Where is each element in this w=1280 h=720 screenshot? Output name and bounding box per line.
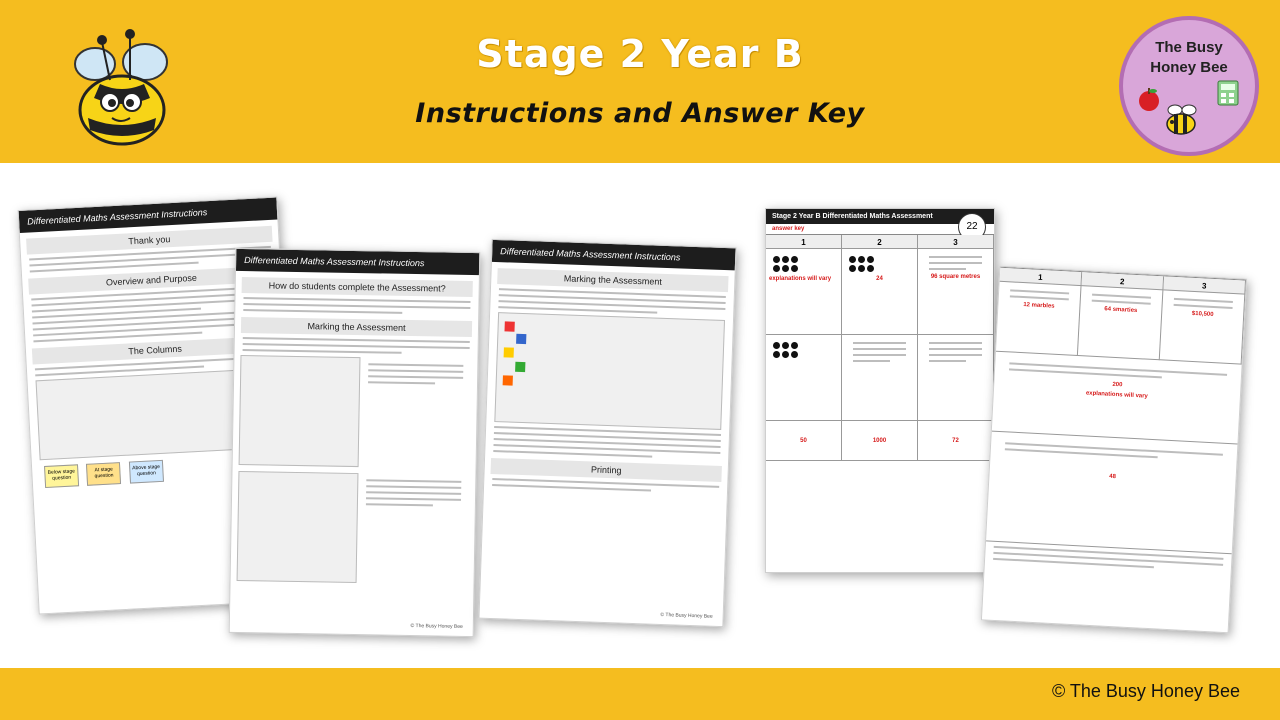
answer-text: 24 — [876, 276, 883, 282]
question-cell — [842, 335, 918, 421]
small-bee-icon — [1161, 102, 1201, 136]
instruction-page-2 — [229, 248, 481, 637]
answer-text: 12 marbles — [1023, 302, 1055, 310]
section-heading: Marking the Assessment — [497, 268, 728, 292]
column-header: 2 — [1082, 272, 1165, 290]
question-cell — [842, 249, 918, 335]
answer-text: explanations will vary — [1085, 390, 1148, 400]
question-cell — [842, 421, 918, 461]
section-heading: How do students complete the Assessment? — [242, 277, 473, 297]
answer-text: 72 — [952, 438, 959, 444]
example-table-image — [239, 355, 361, 467]
page-title: Stage 2 Year B — [476, 32, 804, 76]
column-header: 1 — [766, 235, 842, 249]
question-cell — [1078, 286, 1164, 360]
answer-text: 48 — [1109, 473, 1117, 481]
sticky-note: At stage question — [86, 462, 121, 486]
instruction-page-3 — [478, 239, 736, 627]
column-header: 2 — [842, 235, 918, 249]
answer-text: 200 — [1112, 381, 1123, 389]
answer-key-page-1 — [765, 208, 995, 573]
question-block — [992, 352, 1242, 445]
page-header: Differentiated Maths Assessment Instructions — [492, 240, 736, 270]
top-banner — [0, 0, 1280, 163]
column-header: 3 — [1163, 276, 1246, 294]
question-cell — [918, 249, 994, 335]
copyright-notice: © The Busy Honey Bee — [1051, 681, 1240, 701]
calculator-icon — [1217, 80, 1239, 106]
apple-icon — [1137, 86, 1161, 112]
question-cell — [766, 335, 842, 421]
section-heading: Thank you — [26, 226, 273, 255]
shapes-example-image — [494, 312, 725, 430]
question-cell — [918, 335, 994, 421]
question-cell — [766, 249, 842, 335]
answer-text: 50 — [800, 438, 807, 444]
answer-key-label: answer key — [772, 226, 805, 232]
page-header: Differentiated Maths Assessment Instructions — [19, 198, 278, 233]
answer-text: 1000 — [872, 438, 887, 444]
answer-text: 64 smarties — [1104, 306, 1138, 315]
page-subtitle: Instructions and Answer Key — [415, 98, 865, 129]
brand-logo — [1119, 16, 1259, 156]
section-heading: Marking the Assessment — [241, 317, 472, 337]
score-circle: 22 — [958, 213, 986, 241]
sticky-note: Below stage question — [44, 464, 79, 488]
section-heading: Printing — [490, 458, 721, 482]
question-cell — [918, 421, 994, 461]
example-table-image — [237, 471, 359, 583]
question-cell — [766, 421, 842, 461]
page-footer: © The Busy Honey Bee — [660, 611, 713, 620]
question-cell — [996, 282, 1082, 356]
sticky-note: Above stage question — [129, 460, 164, 484]
logo-line-1: The Busy — [1155, 39, 1223, 56]
page-header: Stage 2 Year B Differentiated Maths Assessment — [766, 209, 994, 224]
column-header: 1 — [1000, 268, 1083, 286]
answer-text: explanations will vary — [769, 276, 832, 282]
question-block — [986, 432, 1237, 555]
answer-grid — [996, 267, 1246, 365]
page-footer: © The Busy Honey Bee — [410, 623, 463, 630]
answer-text: $10,500 — [1191, 310, 1214, 319]
page-header: Differentiated Maths Assessment Instructions — [236, 249, 479, 275]
question-cell — [1160, 290, 1246, 364]
logo-line-2: Honey Bee — [1150, 59, 1228, 76]
answer-key-page-2 — [981, 266, 1247, 633]
logo-text — [1123, 38, 1255, 78]
section-heading: Overview and Purpose — [28, 266, 275, 295]
column-header: 3 — [918, 235, 994, 249]
answer-grid — [766, 234, 994, 461]
section-heading: The Columns — [32, 336, 279, 365]
answer-text: 96 square metres — [930, 274, 981, 280]
